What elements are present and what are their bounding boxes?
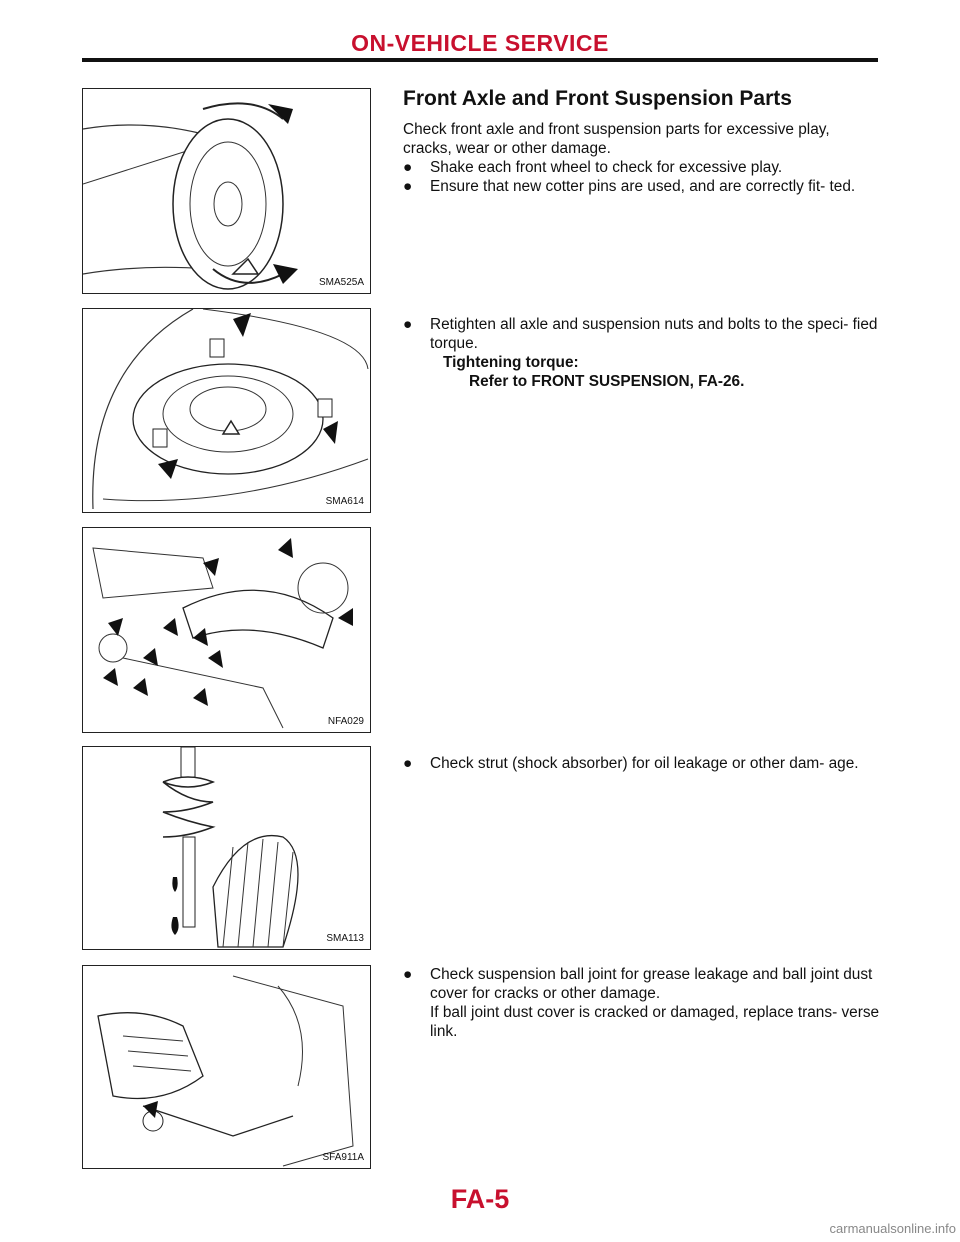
figure-code: SMA614 (325, 496, 364, 507)
page-number: FA-5 (450, 1184, 510, 1214)
bullet-icon: ● (403, 755, 413, 772)
strut-list (403, 754, 881, 773)
torque-label: Tightening torque: (443, 354, 579, 371)
list-item (403, 158, 881, 177)
header-rule (82, 58, 878, 62)
figure-code: SMA113 (326, 933, 364, 944)
figure-strut-mount-nuts (82, 308, 371, 513)
list-item-text: Ensure that new cotter pins are used, and are correctly fit- ted. (430, 178, 856, 195)
section-retighten (403, 315, 881, 391)
figure-code: SFA911A (322, 1152, 364, 1163)
section-front-axle (403, 86, 881, 196)
section-title: ON-VEHICLE SERVICE (351, 30, 609, 56)
strut-illustration (83, 747, 371, 950)
list-item (403, 965, 881, 1003)
list-item (403, 754, 881, 773)
bullet-icon: ● (403, 316, 413, 333)
section-heading: Front Axle and Front Suspension Parts (403, 87, 792, 110)
retighten-list (403, 315, 881, 353)
figure-wheel-play (82, 88, 371, 294)
section-strut-check (403, 754, 881, 773)
check-list (403, 158, 881, 196)
bullet-icon: ● (403, 159, 413, 176)
suspension-underside-illustration (83, 528, 371, 733)
list-item (403, 177, 881, 196)
strut-mount-illustration (83, 309, 371, 513)
list-item (403, 315, 881, 353)
figure-code: NFA029 (327, 716, 364, 727)
watermark: carmanualsonline.info (829, 1221, 956, 1236)
list-item-text: Shake each front wheel to check for excessive play. (430, 159, 783, 176)
figure-suspension-bolts (82, 527, 371, 733)
bullet-icon: ● (403, 178, 413, 195)
intro-paragraph: Check front axle and front suspension parts for excessive play, cracks, wear or other damage. (403, 121, 830, 157)
figure-code: SMA525A (318, 277, 364, 288)
list-item-text: Check suspension ball joint for grease leakage and ball joint dust cover for cracks or other damage. (430, 966, 873, 1002)
replacement-note: If ball joint dust cover is cracked or damaged, replace trans- verse link. (430, 1004, 880, 1040)
figure-strut-leakage (82, 746, 371, 950)
wheel-illustration (83, 89, 371, 294)
section-ball-joint (403, 965, 881, 1041)
torque-value: Refer to FRONT SUSPENSION, FA-26. (469, 373, 745, 390)
list-item-text: Retighten all axle and suspension nuts and bolts to the speci- fied torque. (430, 316, 878, 352)
ball-joint-list (403, 965, 881, 1003)
figure-ball-joint (82, 965, 371, 1169)
list-item-text: Check strut (shock absorber) for oil leakage or other dam- age. (430, 755, 859, 772)
ball-joint-illustration (83, 966, 371, 1169)
bullet-icon: ● (403, 966, 413, 983)
